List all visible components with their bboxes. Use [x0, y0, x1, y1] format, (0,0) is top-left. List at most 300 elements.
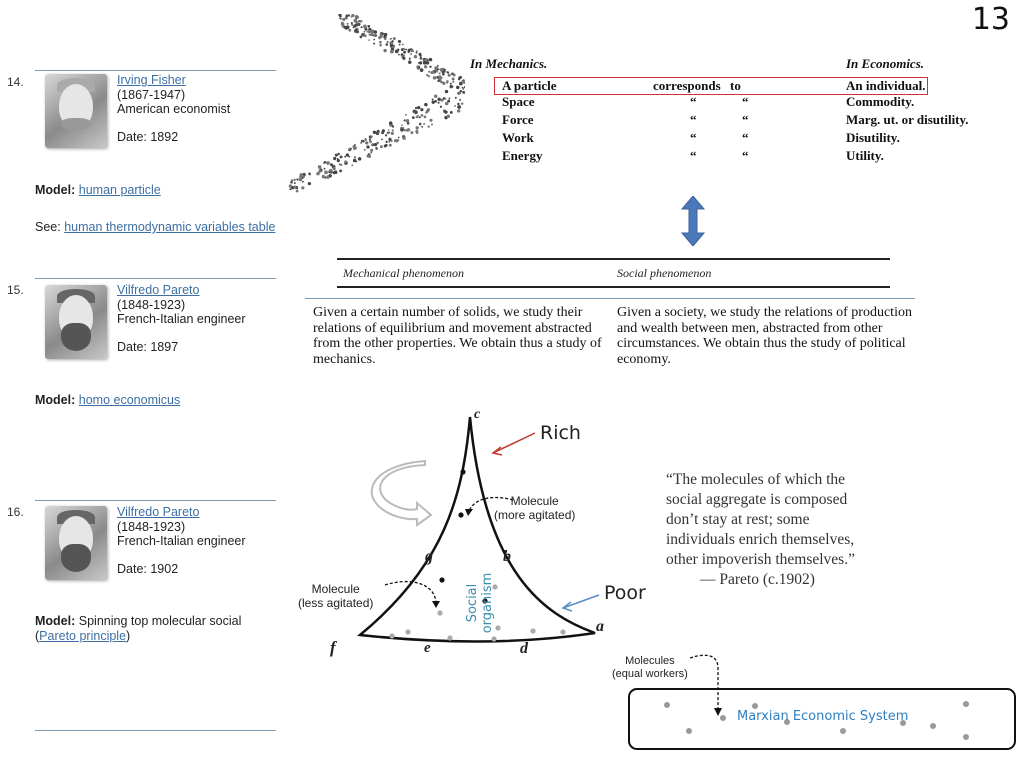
- crowd-person-dot: [403, 48, 405, 50]
- crowd-person-dot: [308, 172, 310, 174]
- slide-number: 13: [971, 2, 1010, 37]
- date: Date: 1897: [117, 339, 179, 354]
- molecule-dot: [439, 577, 444, 582]
- crowd-person-dot: [340, 18, 342, 20]
- crowd-person-dot: [419, 61, 422, 64]
- portrait-vilfredo-pareto: [45, 285, 107, 359]
- crowd-person-dot: [383, 49, 386, 52]
- quote-line: “The molecules of which the: [666, 471, 846, 488]
- economics-term: Utility.: [846, 148, 884, 163]
- crowd-person-dot: [405, 114, 407, 116]
- crowd-person-dot: [416, 52, 418, 54]
- corresponds-text: “: [742, 148, 749, 163]
- lifespan: (1867-1947): [117, 87, 186, 102]
- crowd-person-dot: [345, 15, 348, 18]
- crowd-person-dot: [429, 66, 431, 68]
- quote-line: social aggregate is composed: [666, 491, 848, 508]
- date: Date: 1892: [117, 129, 179, 144]
- description: American economist: [117, 102, 231, 116]
- crowd-person-dot: [434, 94, 437, 97]
- crowd-person-dot: [360, 142, 362, 144]
- crowd-person-dot: [398, 137, 400, 139]
- entry-info: [117, 505, 246, 576]
- crowd-person-dot: [454, 105, 456, 107]
- model-text: Spinning top molecular social: [78, 614, 242, 628]
- crowd-person-dot: [369, 34, 371, 36]
- table-header-rule: [337, 286, 890, 288]
- callout-title: Molecule: [311, 582, 360, 596]
- crowd-person-dot: [423, 61, 427, 65]
- crowd-person-dot: [375, 147, 377, 149]
- paren-open: (: [35, 629, 40, 643]
- crowd-person-dot: [393, 37, 396, 40]
- crowd-person-dot: [385, 134, 387, 136]
- crowd-person-dot: [391, 140, 393, 142]
- person-link[interactable]: Vilfredo Pareto: [117, 505, 200, 519]
- crowd-person-dot: [376, 142, 379, 145]
- crowd-person-dot: [299, 178, 303, 182]
- crowd-person-dot: [339, 170, 342, 173]
- callout-title: Molecule: [510, 494, 559, 508]
- header-mechanical-phenomenon: Mechanical phenomenon: [343, 266, 464, 280]
- crowd-person-dot: [348, 29, 351, 32]
- crowd-person-dot: [373, 131, 376, 134]
- social-phenomenon-text: Given a society, we study the relations of production and wealth between men, abstracted from other circumstances. We obtain thus the study of political economy.: [617, 305, 912, 367]
- crowd-person-dot: [405, 49, 407, 51]
- crowd-particles-image: [285, 14, 465, 194]
- crowd-person-dot: [354, 29, 357, 32]
- crowd-person-dot: [462, 87, 464, 89]
- model-line: [35, 614, 241, 644]
- mechanics-term: Energy: [502, 148, 543, 163]
- crowd-person-dot: [432, 101, 435, 104]
- crowd-person-dot: [354, 19, 358, 23]
- point-label-a: a: [596, 618, 604, 635]
- crowd-person-dot: [421, 114, 424, 117]
- marxian-economic-system-box: [628, 688, 1016, 750]
- crowd-person-dot: [400, 128, 403, 131]
- crowd-person-dot: [445, 102, 449, 106]
- crowd-person-dot: [365, 139, 367, 141]
- crowd-person-dot: [354, 156, 356, 158]
- callout-title: Molecules: [625, 655, 675, 667]
- crowd-person-dot: [432, 71, 435, 74]
- marxian-label: Marxian Economic System: [737, 709, 909, 724]
- crowd-person-dot: [420, 68, 424, 72]
- crowd-person-dot: [452, 77, 455, 80]
- callout-subtitle: (more agitated): [494, 508, 576, 522]
- crowd-person-dot: [433, 76, 437, 80]
- crowd-person-dot: [339, 163, 341, 165]
- header-economics: In Economics.: [846, 56, 925, 71]
- worker-dot: [664, 702, 670, 708]
- molecule-dot: [405, 629, 410, 634]
- crowd-person-dot: [424, 65, 427, 68]
- crowd-person-dot: [391, 38, 393, 40]
- worker-dot: [720, 715, 726, 721]
- crowd-person-dot: [428, 71, 430, 73]
- crowd-person-dot: [324, 168, 326, 170]
- molecules-equal-workers-callout: [612, 655, 688, 681]
- crowd-person-dot: [423, 123, 425, 125]
- model-link[interactable]: homo economicus: [78, 393, 181, 407]
- crowd-person-dot: [389, 144, 392, 147]
- mechanical-phenomenon-text: Given a certain number of solids, we study their relations of equilibrium and movement abstracted from the other properties. We obtain thus a study of mechanics.: [313, 305, 602, 367]
- crowd-person-dot: [408, 49, 411, 52]
- crowd-person-dot: [419, 116, 421, 118]
- crowd-person-dot: [442, 82, 445, 85]
- portrait-vilfredo-pareto: [45, 506, 107, 580]
- crowd-person-dot: [333, 171, 336, 174]
- crowd-person-dot: [457, 109, 460, 112]
- point-label-c: c: [474, 407, 481, 422]
- lifespan: (1848-1923): [117, 297, 186, 312]
- crowd-person-dot: [445, 90, 448, 93]
- crowd-person-dot: [324, 171, 328, 175]
- see-link[interactable]: human thermodynamic variables table: [64, 220, 276, 234]
- date: Date: 1902: [117, 561, 179, 576]
- crowd-person-dot: [440, 106, 442, 108]
- crowd-person-dot: [428, 75, 430, 77]
- crowd-person-dot: [447, 100, 450, 103]
- rich-arrow-icon: [493, 433, 535, 453]
- crowd-person-dot: [351, 164, 353, 166]
- crowd-person-dot: [364, 31, 366, 33]
- pareto-quote: [666, 470, 855, 590]
- section-divider: [305, 298, 915, 299]
- header-social-phenomenon: Social phenomenon: [617, 266, 712, 280]
- crowd-person-dot: [385, 141, 387, 143]
- economics-term: An individual.: [846, 78, 926, 93]
- crowd-person-dot: [444, 110, 447, 113]
- crowd-person-dot: [377, 130, 380, 133]
- crowd-person-dot: [342, 18, 345, 21]
- crowd-person-dot: [408, 60, 411, 63]
- crowd-person-dot: [333, 167, 336, 170]
- crowd-person-dot: [342, 25, 345, 28]
- crowd-person-dot: [417, 106, 420, 109]
- crowd-person-dot: [381, 139, 383, 141]
- crowd-person-dot: [424, 116, 427, 119]
- crowd-person-dot: [326, 175, 330, 179]
- molecule-dot: [560, 629, 565, 634]
- crowd-person-dot: [326, 161, 330, 165]
- person-link[interactable]: Irving Fisher: [117, 73, 186, 87]
- entry-info: [117, 73, 230, 144]
- model-link[interactable]: human particle: [78, 183, 161, 197]
- crowd-person-dot: [368, 39, 370, 41]
- crowd-person-dot: [353, 147, 356, 150]
- crowd-person-dot: [371, 32, 373, 34]
- lifespan: (1848-1923): [117, 519, 186, 534]
- corresponds-text: corresponds: [653, 78, 721, 93]
- crowd-person-dot: [380, 145, 383, 148]
- model-link[interactable]: Pareto principle: [39, 629, 127, 643]
- mechanics-term: Space: [502, 94, 535, 109]
- crowd-person-dot: [373, 43, 375, 45]
- crowd-person-dot: [389, 121, 392, 124]
- crowd-person-dot: [401, 124, 403, 126]
- molecule-dot: [447, 635, 452, 640]
- table-top-rule: [337, 258, 890, 260]
- crowd-person-dot: [450, 111, 453, 114]
- crowd-person-dot: [450, 85, 453, 88]
- crowd-person-dot: [446, 80, 449, 83]
- crowd-person-dot: [437, 80, 439, 82]
- crowd-person-dot: [374, 30, 378, 34]
- crowd-person-dot: [445, 98, 447, 100]
- crowd-person-dot: [337, 153, 339, 155]
- crowd-person-dot: [387, 41, 389, 43]
- crowd-person-dot: [369, 140, 372, 143]
- crowd-person-dot: [419, 123, 422, 126]
- crowd-person-dot: [365, 141, 368, 144]
- crowd-person-dot: [447, 71, 449, 73]
- worker-dot: [840, 728, 846, 734]
- point-label-b: b: [503, 548, 511, 565]
- entry-number: 16.: [7, 505, 24, 519]
- crowd-person-dot: [426, 110, 429, 113]
- rotation-arrow-icon: [372, 461, 431, 525]
- crowd-person-dot: [457, 92, 459, 94]
- crowd-person-dot: [389, 137, 391, 139]
- entry-divider: [35, 500, 276, 501]
- crowd-person-dot: [355, 24, 358, 27]
- economics-term: Marg. ut. or disutility.: [846, 112, 969, 127]
- crowd-person-dot: [416, 126, 419, 129]
- molecule-dot: [458, 512, 463, 517]
- crowd-person-dot: [388, 141, 390, 143]
- crowd-person-dot: [289, 184, 292, 187]
- crowd-person-dot: [354, 144, 356, 146]
- crowd-person-dot: [382, 33, 384, 35]
- entry-divider: [35, 278, 276, 279]
- entry-info: [117, 283, 246, 354]
- crowd-person-dot: [416, 116, 419, 119]
- crowd-person-dot: [392, 129, 394, 131]
- crowd-person-dot: [308, 182, 311, 185]
- entry-divider: [35, 70, 276, 71]
- crowd-person-dot: [436, 71, 438, 73]
- crowd-person-dot: [339, 15, 341, 17]
- crowd-person-dot: [294, 182, 296, 184]
- crowd-person-dot: [390, 50, 394, 54]
- molecule-less-agitated-callout: [298, 582, 373, 610]
- worker-dot: [963, 734, 969, 740]
- crowd-person-dot: [449, 97, 451, 99]
- see-label: See:: [35, 220, 61, 234]
- crowd-person-dot: [428, 125, 430, 127]
- crowd-person-dot: [402, 43, 404, 45]
- quote-attribution: — Pareto (c.1902): [700, 571, 815, 588]
- mechanics-term: Work: [502, 130, 534, 145]
- paren-close: ): [126, 629, 131, 643]
- entry-number: 15.: [7, 283, 24, 297]
- crowd-person-dot: [346, 153, 349, 156]
- crowd-person-dot: [363, 24, 367, 28]
- model-line: [35, 183, 161, 197]
- crowd-person-dot: [299, 173, 303, 177]
- crowd-person-dot: [420, 57, 423, 60]
- crowd-person-dot: [437, 66, 439, 68]
- crowd-person-dot: [362, 140, 364, 142]
- crowd-person-dot: [348, 148, 350, 150]
- crowd-person-dot: [367, 25, 370, 28]
- crowd-person-dot: [370, 135, 372, 137]
- crowd-person-dot: [390, 44, 393, 47]
- crowd-person-dot: [457, 103, 459, 105]
- crowd-person-dot: [438, 68, 440, 70]
- crowd-person-dot: [448, 74, 451, 77]
- crowd-person-dot: [289, 188, 291, 190]
- crowd-person-dot: [365, 28, 368, 31]
- crowd-person-dot: [447, 115, 451, 119]
- economics-term: Commodity.: [846, 94, 915, 109]
- crowd-person-dot: [355, 15, 358, 18]
- crowd-person-dot: [294, 179, 296, 181]
- crowd-person-dot: [431, 123, 433, 125]
- worker-dot: [930, 723, 936, 729]
- crowd-person-dot: [361, 33, 364, 36]
- crowd-person-dot: [302, 181, 304, 183]
- crowd-person-dot: [416, 131, 419, 134]
- point-label-g: g: [425, 548, 433, 565]
- see-line: [35, 220, 275, 234]
- crowd-person-dot: [344, 160, 347, 163]
- poor-label: Poor: [604, 582, 646, 604]
- point-label-d: d: [520, 640, 528, 657]
- crowd-person-dot: [375, 35, 377, 37]
- crowd-person-dot: [440, 68, 444, 72]
- crowd-person-dot: [402, 57, 405, 60]
- quote-line: don’t stay at rest; some: [666, 511, 810, 528]
- economics-term: Disutility.: [846, 130, 900, 145]
- crowd-person-dot: [415, 107, 417, 109]
- crowd-person-dot: [419, 53, 421, 55]
- mechanics-economics-table: [470, 56, 1020, 196]
- crowd-person-dot: [409, 57, 411, 59]
- crowd-person-dot: [417, 68, 419, 70]
- molecule-dot: [437, 610, 442, 615]
- crowd-person-dot: [420, 108, 423, 111]
- crowd-person-dot: [407, 128, 410, 131]
- crowd-person-dot: [333, 157, 336, 160]
- crowd-person-dot: [318, 165, 322, 169]
- poor-arrow-icon: [563, 595, 599, 608]
- crowd-person-dot: [301, 186, 304, 189]
- crowd-person-dot: [337, 159, 340, 162]
- crowd-person-dot: [404, 119, 406, 121]
- crowd-person-dot: [439, 72, 441, 74]
- header-mechanics: In Mechanics.: [470, 56, 548, 71]
- crowd-person-dot: [403, 51, 406, 54]
- corresponds-text: “: [742, 94, 749, 109]
- crowd-person-dot: [364, 149, 366, 151]
- crowd-person-dot: [424, 103, 428, 107]
- quote-line: other impoverish themselves.”: [666, 551, 855, 568]
- corresponds-text: “: [742, 130, 749, 145]
- crowd-person-dot: [360, 20, 363, 23]
- crowd-person-dot: [398, 54, 400, 56]
- crowd-person-dot: [348, 14, 350, 16]
- crowd-person-dot: [379, 44, 382, 47]
- molecule-dot: [530, 628, 535, 633]
- crowd-person-dot: [344, 156, 346, 158]
- crowd-person-dot: [459, 99, 461, 101]
- crowd-person-dot: [461, 102, 464, 105]
- crowd-person-dot: [445, 71, 447, 73]
- person-link[interactable]: Vilfredo Pareto: [117, 283, 200, 297]
- crowd-person-dot: [360, 36, 363, 39]
- crowd-person-dot: [406, 119, 410, 123]
- crowd-person-dot: [402, 136, 406, 140]
- description: French-Italian engineer: [117, 312, 246, 326]
- crowd-person-dot: [353, 159, 357, 163]
- crowd-person-dot: [459, 82, 463, 86]
- crowd-person-dot: [385, 144, 388, 147]
- crowd-person-dot: [429, 119, 432, 122]
- molecule-dot: [495, 625, 500, 630]
- entry-number: 14.: [7, 75, 24, 89]
- mechanics-term: A particle: [502, 78, 557, 93]
- mechanics-term: Force: [502, 112, 534, 127]
- crowd-person-dot: [346, 25, 350, 29]
- crowd-person-dot: [358, 157, 362, 161]
- crowd-person-dot: [444, 69, 446, 71]
- callout-subtitle: (less agitated): [298, 596, 374, 610]
- crowd-person-dot: [403, 129, 405, 131]
- model-label: Model:: [35, 614, 76, 628]
- corresponds-text: “: [690, 148, 697, 163]
- crowd-person-dot: [455, 97, 457, 99]
- crowd-person-dot: [351, 16, 353, 18]
- crowd-person-dot: [438, 102, 440, 104]
- crowd-person-dot: [322, 175, 325, 178]
- crowd-person-dot: [347, 23, 349, 25]
- crowd-person-dot: [416, 65, 418, 67]
- crowd-person-dot: [358, 23, 360, 25]
- crowd-person-dot: [366, 31, 368, 33]
- crowd-person-dot: [452, 81, 454, 83]
- corresponds-text: “: [690, 130, 697, 145]
- crowd-person-dot: [395, 139, 398, 142]
- corresponds-text: to: [730, 78, 741, 93]
- crowd-person-dot: [296, 190, 299, 193]
- molecule-dot: [389, 633, 394, 638]
- double-arrow-icon: [681, 196, 705, 246]
- point-label-e: e: [424, 640, 431, 656]
- crowd-person-dot: [379, 41, 382, 44]
- crowd-person-dot: [366, 154, 369, 157]
- crowd-person-dot: [335, 154, 338, 157]
- crowd-person-dot: [425, 58, 428, 61]
- rich-label: Rich: [540, 422, 581, 444]
- model-label: Model:: [35, 183, 76, 197]
- crowd-person-dot: [399, 44, 401, 46]
- description: French-Italian engineer: [117, 534, 246, 548]
- entry-divider: [35, 730, 276, 731]
- crowd-person-dot: [372, 143, 374, 145]
- portrait-irving-fisher: [45, 74, 107, 148]
- crowd-person-dot: [398, 40, 400, 42]
- corresponds-text: “: [690, 94, 697, 109]
- crowd-person-dot: [395, 50, 399, 54]
- crowd-person-dot: [388, 132, 390, 134]
- crowd-person-dot: [464, 86, 465, 88]
- crowd-person-dot: [392, 125, 394, 127]
- crowd-person-dot: [458, 77, 461, 80]
- crowd-person-dot: [442, 73, 445, 76]
